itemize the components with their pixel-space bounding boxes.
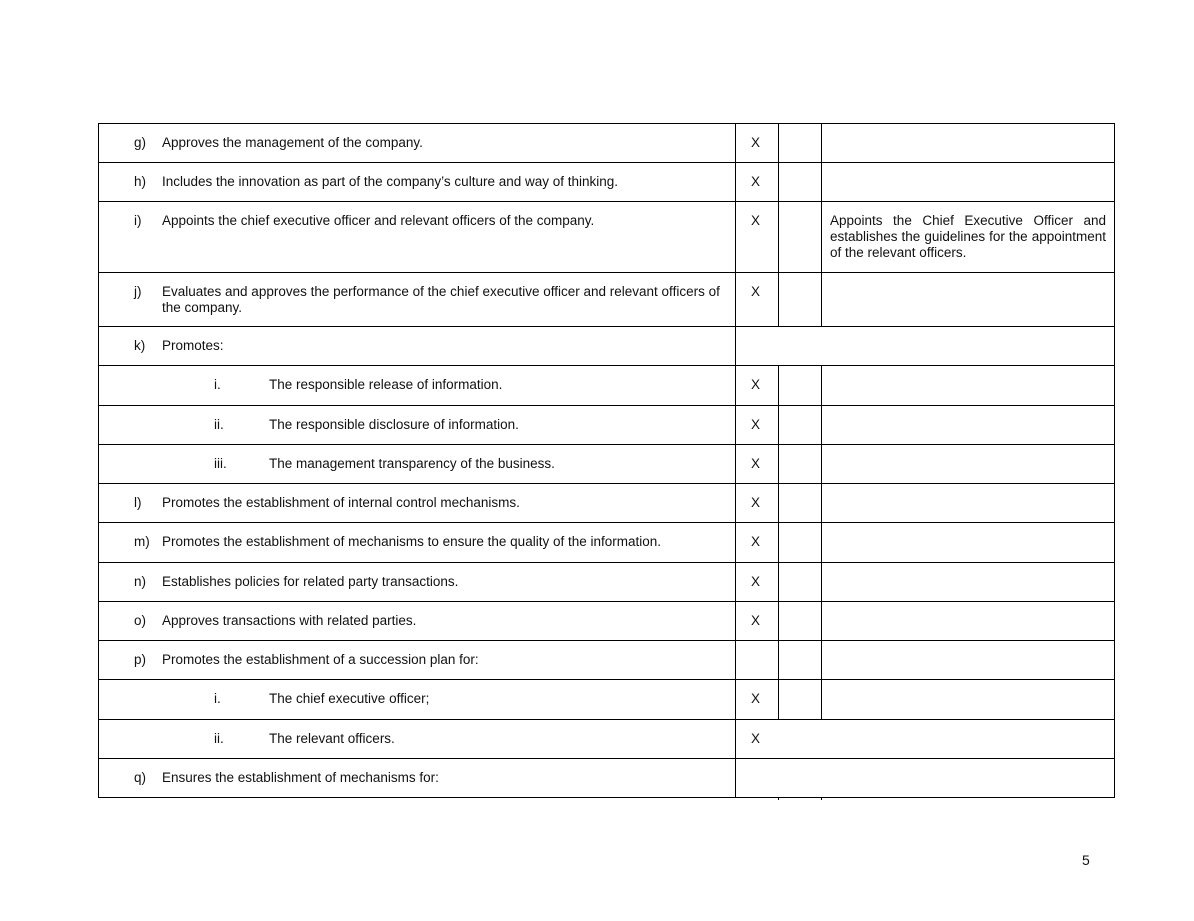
compliance-mark: X <box>751 417 761 432</box>
table-border <box>98 522 1115 523</box>
remark-text: Appoints the Chief Executive Officer and establishes the guidelines for the appointment of the relevant officers. <box>830 213 1106 260</box>
table-row <box>98 719 1115 758</box>
table-border <box>1114 123 1115 798</box>
compliance-mark: X <box>751 574 761 589</box>
item-text: Promotes the establishment of a succession plan for: <box>162 652 479 667</box>
table-border <box>778 123 779 326</box>
sub-item-text: The responsible release of information. <box>269 377 503 392</box>
item-text: Establishes policies for related party transactions. <box>162 574 459 589</box>
table-row <box>98 123 1115 162</box>
table-border <box>98 719 1115 720</box>
table-row <box>98 522 1115 562</box>
table-row <box>98 365 1115 405</box>
table-border <box>821 123 822 326</box>
item-label: g) <box>134 135 147 150</box>
compliance-mark: X <box>751 691 761 706</box>
item-text: Ensures the establishment of mechanisms for: <box>162 770 439 785</box>
table-border <box>98 758 1115 759</box>
table-border <box>98 483 1115 484</box>
table-border <box>98 123 99 798</box>
table-row <box>98 562 1115 601</box>
compliance-mark: X <box>751 377 761 392</box>
item-text: Approves transactions with related parties. <box>162 613 417 628</box>
item-text: Promotes the establishment of mechanisms to ensure the quality of the information. <box>162 534 662 549</box>
table-border <box>98 444 1115 445</box>
item-text: Evaluates and approves the performance of the chief executive officer and relevant officers of the company. <box>162 284 720 315</box>
table-border <box>98 601 1115 602</box>
table-row <box>98 201 1115 272</box>
page-number: 5 <box>1082 852 1090 868</box>
table-row <box>98 640 1115 679</box>
sub-item-label: ii. <box>214 417 224 432</box>
table-row <box>98 483 1115 522</box>
table-border <box>98 123 1115 124</box>
table-row <box>98 601 1115 640</box>
table-row <box>98 272 1115 326</box>
item-label: p) <box>134 652 147 667</box>
sub-item-text: The management transparency of the business. <box>269 456 555 471</box>
item-text: Promotes the establishment of internal control mechanisms. <box>162 495 520 510</box>
table-border <box>98 679 1115 680</box>
item-label: o) <box>134 613 147 628</box>
table-border <box>98 365 1115 366</box>
item-label: h) <box>134 174 147 189</box>
item-text: Appoints the chief executive officer and relevant officers of the company. <box>162 213 595 228</box>
table-border <box>821 365 822 719</box>
table-row <box>98 444 1115 483</box>
table-border <box>778 365 779 719</box>
table-border <box>98 326 1115 327</box>
item-label: n) <box>134 574 147 589</box>
compliance-mark: X <box>751 174 761 189</box>
compliance-mark: X <box>751 284 761 299</box>
table-border <box>778 797 779 800</box>
compliance-mark: X <box>751 495 761 510</box>
table-border <box>821 797 822 800</box>
table-border <box>98 272 1115 273</box>
sub-item-text: The relevant officers. <box>269 731 395 746</box>
item-text: Approves the management of the company. <box>162 135 423 150</box>
compliance-mark: X <box>751 731 761 746</box>
table-row <box>98 405 1115 444</box>
compliance-mark: X <box>751 534 761 549</box>
table-border <box>98 405 1115 406</box>
item-label: i) <box>134 213 142 228</box>
table-border <box>98 797 1115 798</box>
table-border <box>98 640 1115 641</box>
compliance-mark: X <box>751 456 761 471</box>
table-border <box>98 162 1115 163</box>
compliance-mark: X <box>751 213 761 228</box>
table-border <box>98 562 1115 563</box>
compliance-mark: X <box>751 135 761 150</box>
sub-item-label: iii. <box>214 456 227 471</box>
table-row <box>98 326 1115 365</box>
sub-item-text: The responsible disclosure of information. <box>269 417 519 432</box>
table-row <box>98 758 1115 797</box>
sub-item-text: The chief executive officer; <box>269 691 430 706</box>
item-label: k) <box>134 338 146 353</box>
item-text: Promotes: <box>162 338 224 353</box>
item-label: m) <box>134 534 150 549</box>
compliance-mark: X <box>751 613 761 628</box>
item-label: q) <box>134 770 147 785</box>
sub-item-label: i. <box>214 377 221 392</box>
item-label: j) <box>134 284 142 299</box>
table-row <box>98 679 1115 719</box>
item-label: l) <box>134 495 142 510</box>
table-border <box>98 201 1115 202</box>
table-row <box>98 162 1115 201</box>
item-text: Includes the innovation as part of the company’s culture and way of thinking. <box>162 174 619 189</box>
sub-item-label: i. <box>214 691 221 706</box>
table-border <box>735 123 736 798</box>
sub-item-label: ii. <box>214 731 224 746</box>
